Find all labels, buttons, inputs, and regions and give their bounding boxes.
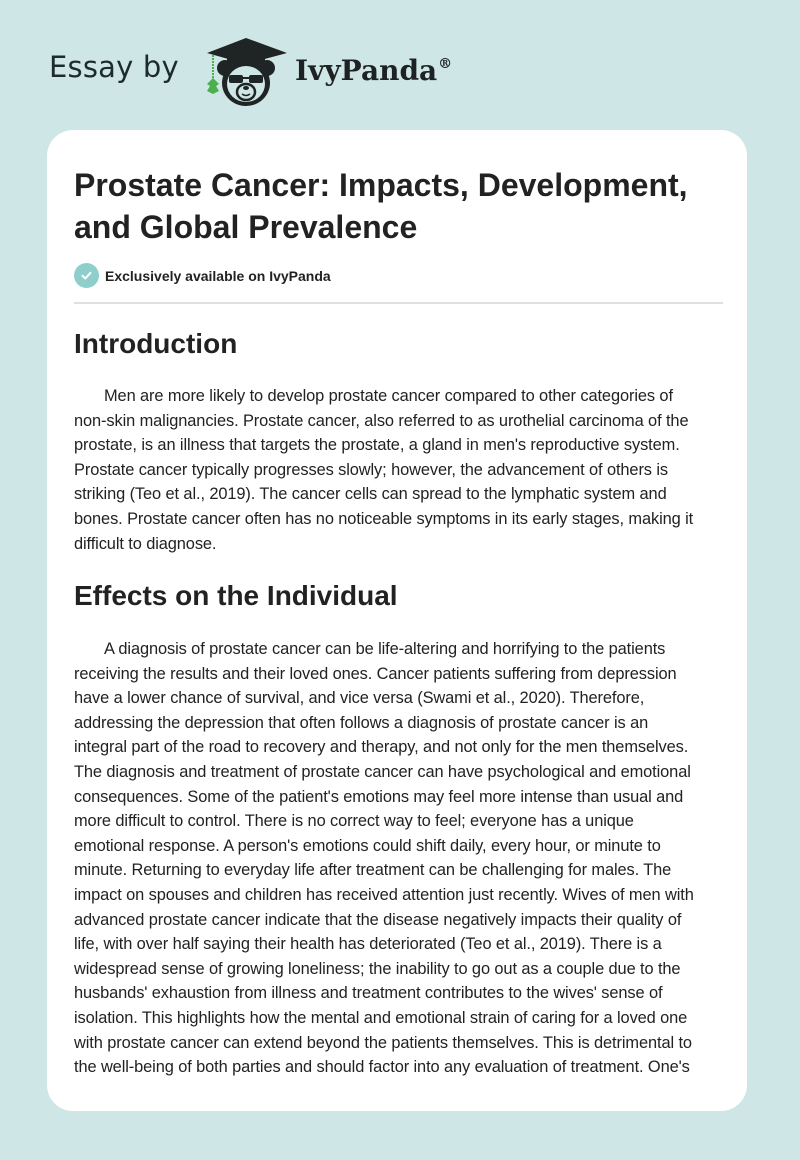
paragraph-line: life, with over half saying their health has deteriorated (Teo et al., 2019). There is a xyxy=(74,935,662,954)
paragraph-line: striking (Teo et al., 2019). The cancer cells can spread to the lymphatic system and xyxy=(74,485,667,504)
paragraph-line: minute. Returning to everyday life after treatment can be challenging for males. The xyxy=(74,861,672,880)
exclusive-badge-text: Exclusively available on IvyPanda xyxy=(105,267,331,284)
paragraph-line: have a lower chance of survival, and vice versa (Swami et al., 2020). Therefore, xyxy=(74,689,645,708)
registered-mark: ® xyxy=(438,55,453,72)
check-circle-icon xyxy=(74,263,99,288)
paragraph-line: husbands' exhaustion from illness and treatment contributes to the wives' sense of xyxy=(74,984,663,1003)
brand-text: IvyPanda xyxy=(295,54,438,87)
paragraph-line: prostate, is an illness that targets the prostate, a gland in men's reproductive system. xyxy=(74,436,680,455)
paragraph-line: Prostate cancer typically progresses slowly; however, the advancement of others is xyxy=(74,460,668,479)
essay-by-label: Essay by xyxy=(49,50,179,84)
paragraph-line: addressing the depression that often follows a diagnosis of prostate cancer is an xyxy=(74,713,649,732)
section-heading-effects-on-individual: Effects on the Individual xyxy=(74,580,398,611)
paragraph-line: widespread sense of growing loneliness; the inability to go out as a couple due to the xyxy=(74,959,681,978)
paragraph-line: the well-being of both parties and should factor into any evaluation of treatment. One's xyxy=(74,1058,690,1077)
panda-graduate-logo-icon[interactable] xyxy=(203,36,289,108)
introduction-paragraph xyxy=(74,384,726,556)
paragraph-line: non-skin malignancies. Prostate cancer, also referred to as urothelial carcinoma of the xyxy=(74,411,689,430)
page-title: Prostate Cancer: Impacts, Development, and Global Prevalence xyxy=(74,167,688,245)
title-divider xyxy=(74,302,723,304)
essay-card xyxy=(47,130,747,1111)
paragraph-line: consequences. Some of the patient's emotions may feel more intense than usual and xyxy=(74,787,684,806)
paragraph-line: impact on spouses and children has received attention just recently. Wives of men with xyxy=(74,885,694,904)
paragraph-line: The diagnosis and treatment of prostate cancer can have psychological and emotional xyxy=(74,762,691,781)
brand-name[interactable] xyxy=(295,54,452,87)
paragraph-line: emotional response. A person's emotions could shift daily, every hour, or minute to xyxy=(74,836,661,855)
exclusive-badge xyxy=(74,263,331,288)
paragraph-line: bones. Prostate cancer often has no noticeable symptoms in its early stages, making it xyxy=(74,509,694,528)
paragraph-line: receiving the results and their loved ones. Cancer patients suffering from depression xyxy=(74,664,677,683)
site-header xyxy=(0,0,800,125)
paragraph-line: A diagnosis of prostate cancer can be life-altering and horrifying to the patients xyxy=(104,640,666,658)
paragraph-line: advanced prostate cancer indicate that the disease negatively impacts their quality of xyxy=(74,910,682,929)
paragraph-line: Men are more likely to develop prostate cancer compared to other categories of xyxy=(104,387,673,405)
section-heading-introduction: Introduction xyxy=(74,328,238,359)
paragraph-line: isolation. This highlights how the mental and emotional strain of caring for a loved one xyxy=(74,1008,688,1027)
paragraph-line: integral part of the road to recovery and therapy, and not only for the men themselves. xyxy=(74,738,689,757)
effects-paragraph xyxy=(74,637,726,1080)
paragraph-line: with prostate cancer can extend beyond the patients themselves. This is detrimental to xyxy=(74,1033,692,1052)
paragraph-line: difficult to diagnose. xyxy=(74,534,217,553)
paragraph-line: more difficult to control. There is no correct way to feel; everyone has a unique xyxy=(74,812,634,831)
